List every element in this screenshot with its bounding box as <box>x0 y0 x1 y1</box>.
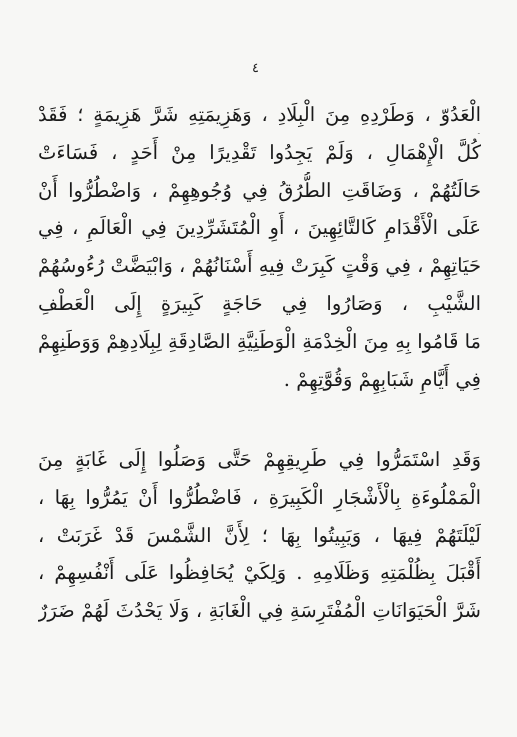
text-line: الشَّيْبِ ، وَصَارُوا فِي حَاجَةٍ كَبِيرَةٍ إِلَى الْعَطْفِ <box>38 291 481 315</box>
text-line: شَرَّ الْحَيَوَانَاتِ الْمُفْتَرِسَةِ فِي الْغَابَةِ ، وَلَا يَحْدُثَ لَهُمْ ضَرَرٌ <box>38 599 481 623</box>
text-line: وَقَدِ اسْتَمَرُّوا فِي طَرِيقِهِمْ حَتَّى وَصَلُوا إِلَى غَابَةٍ مِنَ <box>38 448 481 471</box>
paragraph-2 <box>38 441 481 630</box>
text-line: فِي أَيَّامِ شَبَابِهِمْ وَقُوَّتِهِمْ . <box>283 367 481 391</box>
text-line: مَا قَامُوا بِهِ مِنَ الْخِدْمَةِ الْوَطَنِيَّةِ الصَّادِقَةِ لِبِلَادِهِمْ وَوَطَنِهِمْ <box>38 329 481 353</box>
page-number: ٤ <box>252 61 259 76</box>
paragraph-1 <box>38 96 481 398</box>
text-line: أَقْبَلَ بِظُلْمَتِهِ وَظَلَامِهِ . وَلِكَيْ يُحَافِظُوا عَلَى أَنْفُسِهِمْ ، <box>38 561 481 585</box>
text-line: حَالَتُهُمْ ، وَضَاقَتِ الطُّرُقُ فِي وُجُوهِهِمْ ، وَاضْطُرُّوا أَنْ <box>38 178 481 202</box>
text-line: كُلَّ الْإِهْمَالِ ، وَلَمْ يَجِدُوا تَقْدِيرًا مِنْ أَحَدٍ ، فَسَاءَتْ <box>38 140 481 164</box>
text-line: عَلَى الْأَقْدَامِ كَالتَّائِهِينَ ، أَوِ الْمُتَشَرِّدِينَ فِي الْعَالَمِ ، فِي <box>38 216 481 240</box>
text-line: حَيَاتِهِمْ ، فِي وَقْتٍ كَبِرَتْ فِيهِ أَسْنَانُهُمْ ، وَابْيَضَّتْ رُءُوسُهُمْ <box>38 254 481 278</box>
text-line: الْمَمْلُوءَةِ بِالْأَشْجَارِ الْكَبِيرَةِ ، فَاضْطُرُّوا أَنْ يَمُرُّوا بِهَا ، <box>38 485 481 509</box>
text-line: الْعَدُوّ ، وَطَرْدِهِ مِنَ الْبِلَادِ ، وَهَزِيمَتِهِ شَرَّ هَزِيمَةٍ ؛ فَقَدْ <box>38 103 481 126</box>
text-line: لَيْلَتَهُمْ فِيهَا ، وَيَبِيتُوا بِهَا ؛ لِأَنَّ الشَّمْسَ قَدْ غَرَبَتْ ، <box>38 523 481 547</box>
